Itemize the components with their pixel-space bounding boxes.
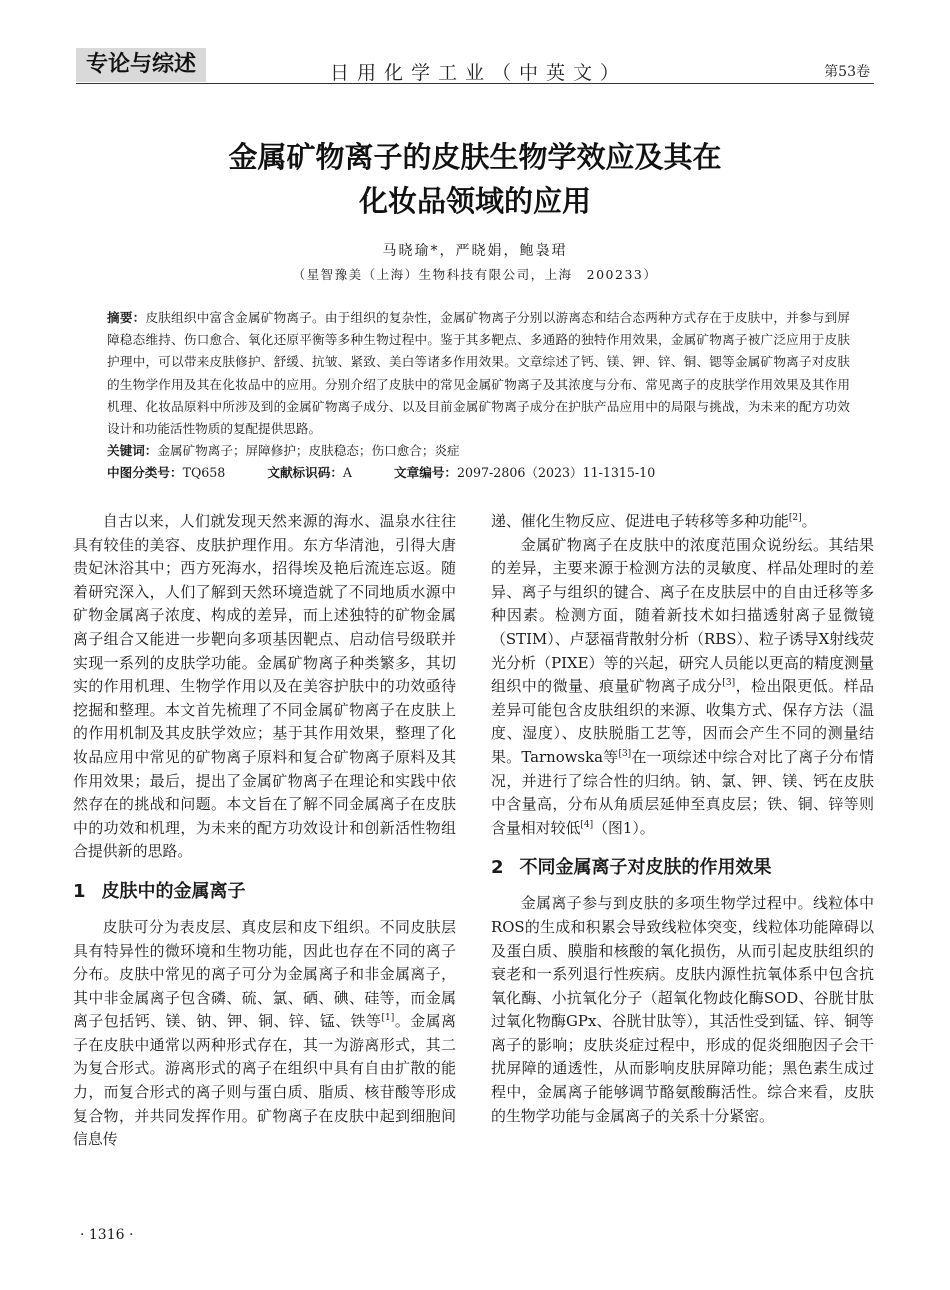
citation-ref: [4]	[580, 819, 594, 830]
section-2-number: 2	[491, 857, 504, 879]
keywords-label: 关键词：	[107, 443, 158, 459]
continued-text: 递、催化生物反应、促进电子转移等多种功能	[491, 512, 789, 530]
continued-text-end: 。	[801, 512, 817, 530]
section-1-number: 1	[73, 880, 86, 902]
concentration-paragraph	[491, 534, 874, 841]
title-line-2: 化妆品领域的应用	[358, 184, 591, 218]
section-2-heading	[491, 856, 874, 880]
article-no-value: 2097-2806（2023）11-1315-10	[457, 465, 656, 481]
page-number: · 1316 ·	[80, 1227, 134, 1243]
abstract-label: 摘要：	[107, 310, 146, 325]
citation-ref: [2]	[788, 513, 802, 524]
section-1-text-b: 。金属离子在皮肤中通常以两种形式存在，其一为游离形式，其二为复合形式。游离形式的离子在组织中具有自由扩散的能力，而复合形式的离子则与蛋白质、脂质、核苷酸等形成复合物，并共同发挥作用。矿物离子在皮肤中起到细胞间信息传	[73, 1012, 456, 1149]
clc-label: 中图分类号：	[107, 465, 183, 481]
left-column	[73, 510, 456, 1152]
keywords-row	[107, 440, 850, 462]
section-1-heading	[73, 880, 456, 904]
volume-label: 第53卷	[824, 64, 870, 80]
section-tag: 专论与综述	[76, 48, 206, 82]
abstract-block	[107, 307, 850, 484]
classification-row	[107, 462, 850, 484]
citation-ref: [1]	[381, 1013, 395, 1024]
doc-code-value: A	[342, 465, 353, 481]
title-line-1: 金属矿物离子的皮肤生物学效应及其在	[228, 140, 722, 174]
clc-value: TQ658	[182, 465, 226, 481]
header-rule	[76, 83, 874, 84]
concentration-text-b: ，检出限更低。样品差异可能包含皮肤组织的来源、收集方式、保存方法（温度、湿度）、皮肤脱脂工艺等，因而会产生不同的测量结果。Tarnowska等	[491, 677, 874, 766]
authors: 马晓瑜*，严晓娟，鲍袅珺	[382, 243, 568, 259]
article-title	[100, 135, 850, 223]
concentration-text-c: 在一项综述中综合对比了离子分布情况，并进行了综合性的归纳。钠、氯、钾、镁、钙在皮肤中含量高，分布从角质层延伸至真皮层；铁、铜、锌等则含量相对较低	[491, 747, 874, 837]
article-no-label: 文章编号：	[394, 465, 457, 481]
section-1-paragraph	[73, 916, 456, 1152]
section-2-title: 不同金属离子对皮肤的作用效果	[519, 857, 772, 879]
abstract-paragraph	[107, 307, 850, 440]
citation-ref: [3]	[722, 678, 736, 689]
concentration-text-a: 金属矿物离子在皮肤中的浓度范围众说纷纭。其结果的差异，主要来源于检测方法的灵敏度、样品处理时的差异、离子与组织的键合、离子在皮肤层中的自由迁移等多种因素。检测方面，随着新技术如扫描透射离子显微镜（STIM）、卢瑟福背散射分析（RBS）、粒子诱导X射线荧光分析（PIXE）等的兴起，研究人员能以更高的精度测量组织中的微量、痕量矿物离子成分	[491, 535, 874, 696]
journal-name: 日用化学工业（中英文）	[330, 62, 628, 84]
doc-code-label: 文献标识码：	[267, 465, 343, 481]
concentration-text-d: （图1）。	[593, 818, 655, 837]
citation-ref: [3]	[618, 748, 632, 759]
affiliation: （星智豫美（上海）生物科技有限公司，上海 200233）	[292, 267, 658, 282]
section-2-paragraph: 金属离子参与到皮肤的多项生物学过程中。线粒体中ROS的生成和积累会导致线粒体突变，线粒体功能障碍以及蛋白质、膜脂和核酸的氧化损伤，从而引起皮肤组织的衰老和一系列退行性疾病。皮肤内源性抗氧体系中包含抗氧化酶、小抗氧化分子（超氧化物歧化酶SOD、谷胱甘肽过氧化物酶GPx、谷胱甘肽等），其活性受到锰、锌、铜等离子的影响；皮肤炎症过程中，形成的促炎细胞因子会干扰屏障的通透性，从而影响皮肤屏障功能；黑色素生成过程中，金属离子能够调节酪氨酸酶活性。综合来看，皮肤的生物学功能与金属离子的关系十分紧密。	[491, 894, 874, 1125]
right-column	[491, 510, 874, 1128]
continued-paragraph	[491, 510, 874, 534]
intro-paragraph: 自古以来，人们就发现天然来源的海水、温泉水往往具有较佳的美容、皮肤护理作用。东方华清池，引得大唐贵妃沐浴其中；西方死海水，招得埃及艳后流连忘返。随着研究深入，人们了解到天然环境造就了不同地质水源中矿物金属离子浓度、构成的差异，而上述独特的矿物金属离子组合又能进一步靶向多项基因靶点、启动信号级联并实现一系列的皮肤学功能。金属矿物离子种类繁多，其切实的作用机理、生物学作用以及在美容护肤中的功效亟待挖掘和整理。本文首先梳理了不同金属矿物离子在皮肤上的作用机制及其皮肤学效应；基于其作用效果，整理了化妆品应用中常见的矿物离子原料和复合矿物离子原料及其作用效果；最后，提出了金属矿物离子在理论和实践中依然存在的挑战和问题。本文旨在了解不同金属离子在皮肤中的功效和机理，为未来的配方功效设计和创新活性物组合提供新的思路。	[73, 512, 456, 861]
section-1-text-a: 皮肤可分为表皮层、真皮层和皮下组织。不同皮肤层具有特异性的微环境和生物功能，因此也存在不同的离子分布。皮肤中常见的离子可分为金属离子和非金属离子，其中非金属离子包含磷、硫、氯、硒、碘、硅等，而金属离子包括钙、镁、钠、钾、铜、锌、锰、铁等	[73, 917, 456, 1031]
section-1-title: 皮肤中的金属离子	[101, 880, 246, 902]
abstract-text: 皮肤组织中富含金属矿物离子。由于组织的复杂性，金属矿物离子分别以游离态和结合态两种方式存在于皮肤中，并参与到屏障稳态维持、伤口愈合、氧化还原平衡等多种生物过程中。鉴于其多靶点、多通路的独特作用效果，金属矿物离子被广泛应用于皮肤护理中，可以带来皮肤修护、舒缓、抗皱、紧致、美白等诸多作用效果。文章综述了钙、镁、钾、锌、铜、锶等金属矿物离子对皮肤的生物学作用及其在化妆品中的应用。分别介绍了皮肤中的常见金属矿物离子及其浓度与分布、常见离子的皮肤学作用效果及其作用机理、化妆品原料中所涉及到的金属矿物离子成分、以及目前金属矿物离子成分在护肤产品应用中的局限与挑战，为未来的配方功效设计和功能活性物质的复配提供思路。	[107, 310, 851, 437]
keywords-text: 金属矿物离子；屏障修护；皮肤稳态；伤口愈合；炎症	[157, 443, 460, 459]
